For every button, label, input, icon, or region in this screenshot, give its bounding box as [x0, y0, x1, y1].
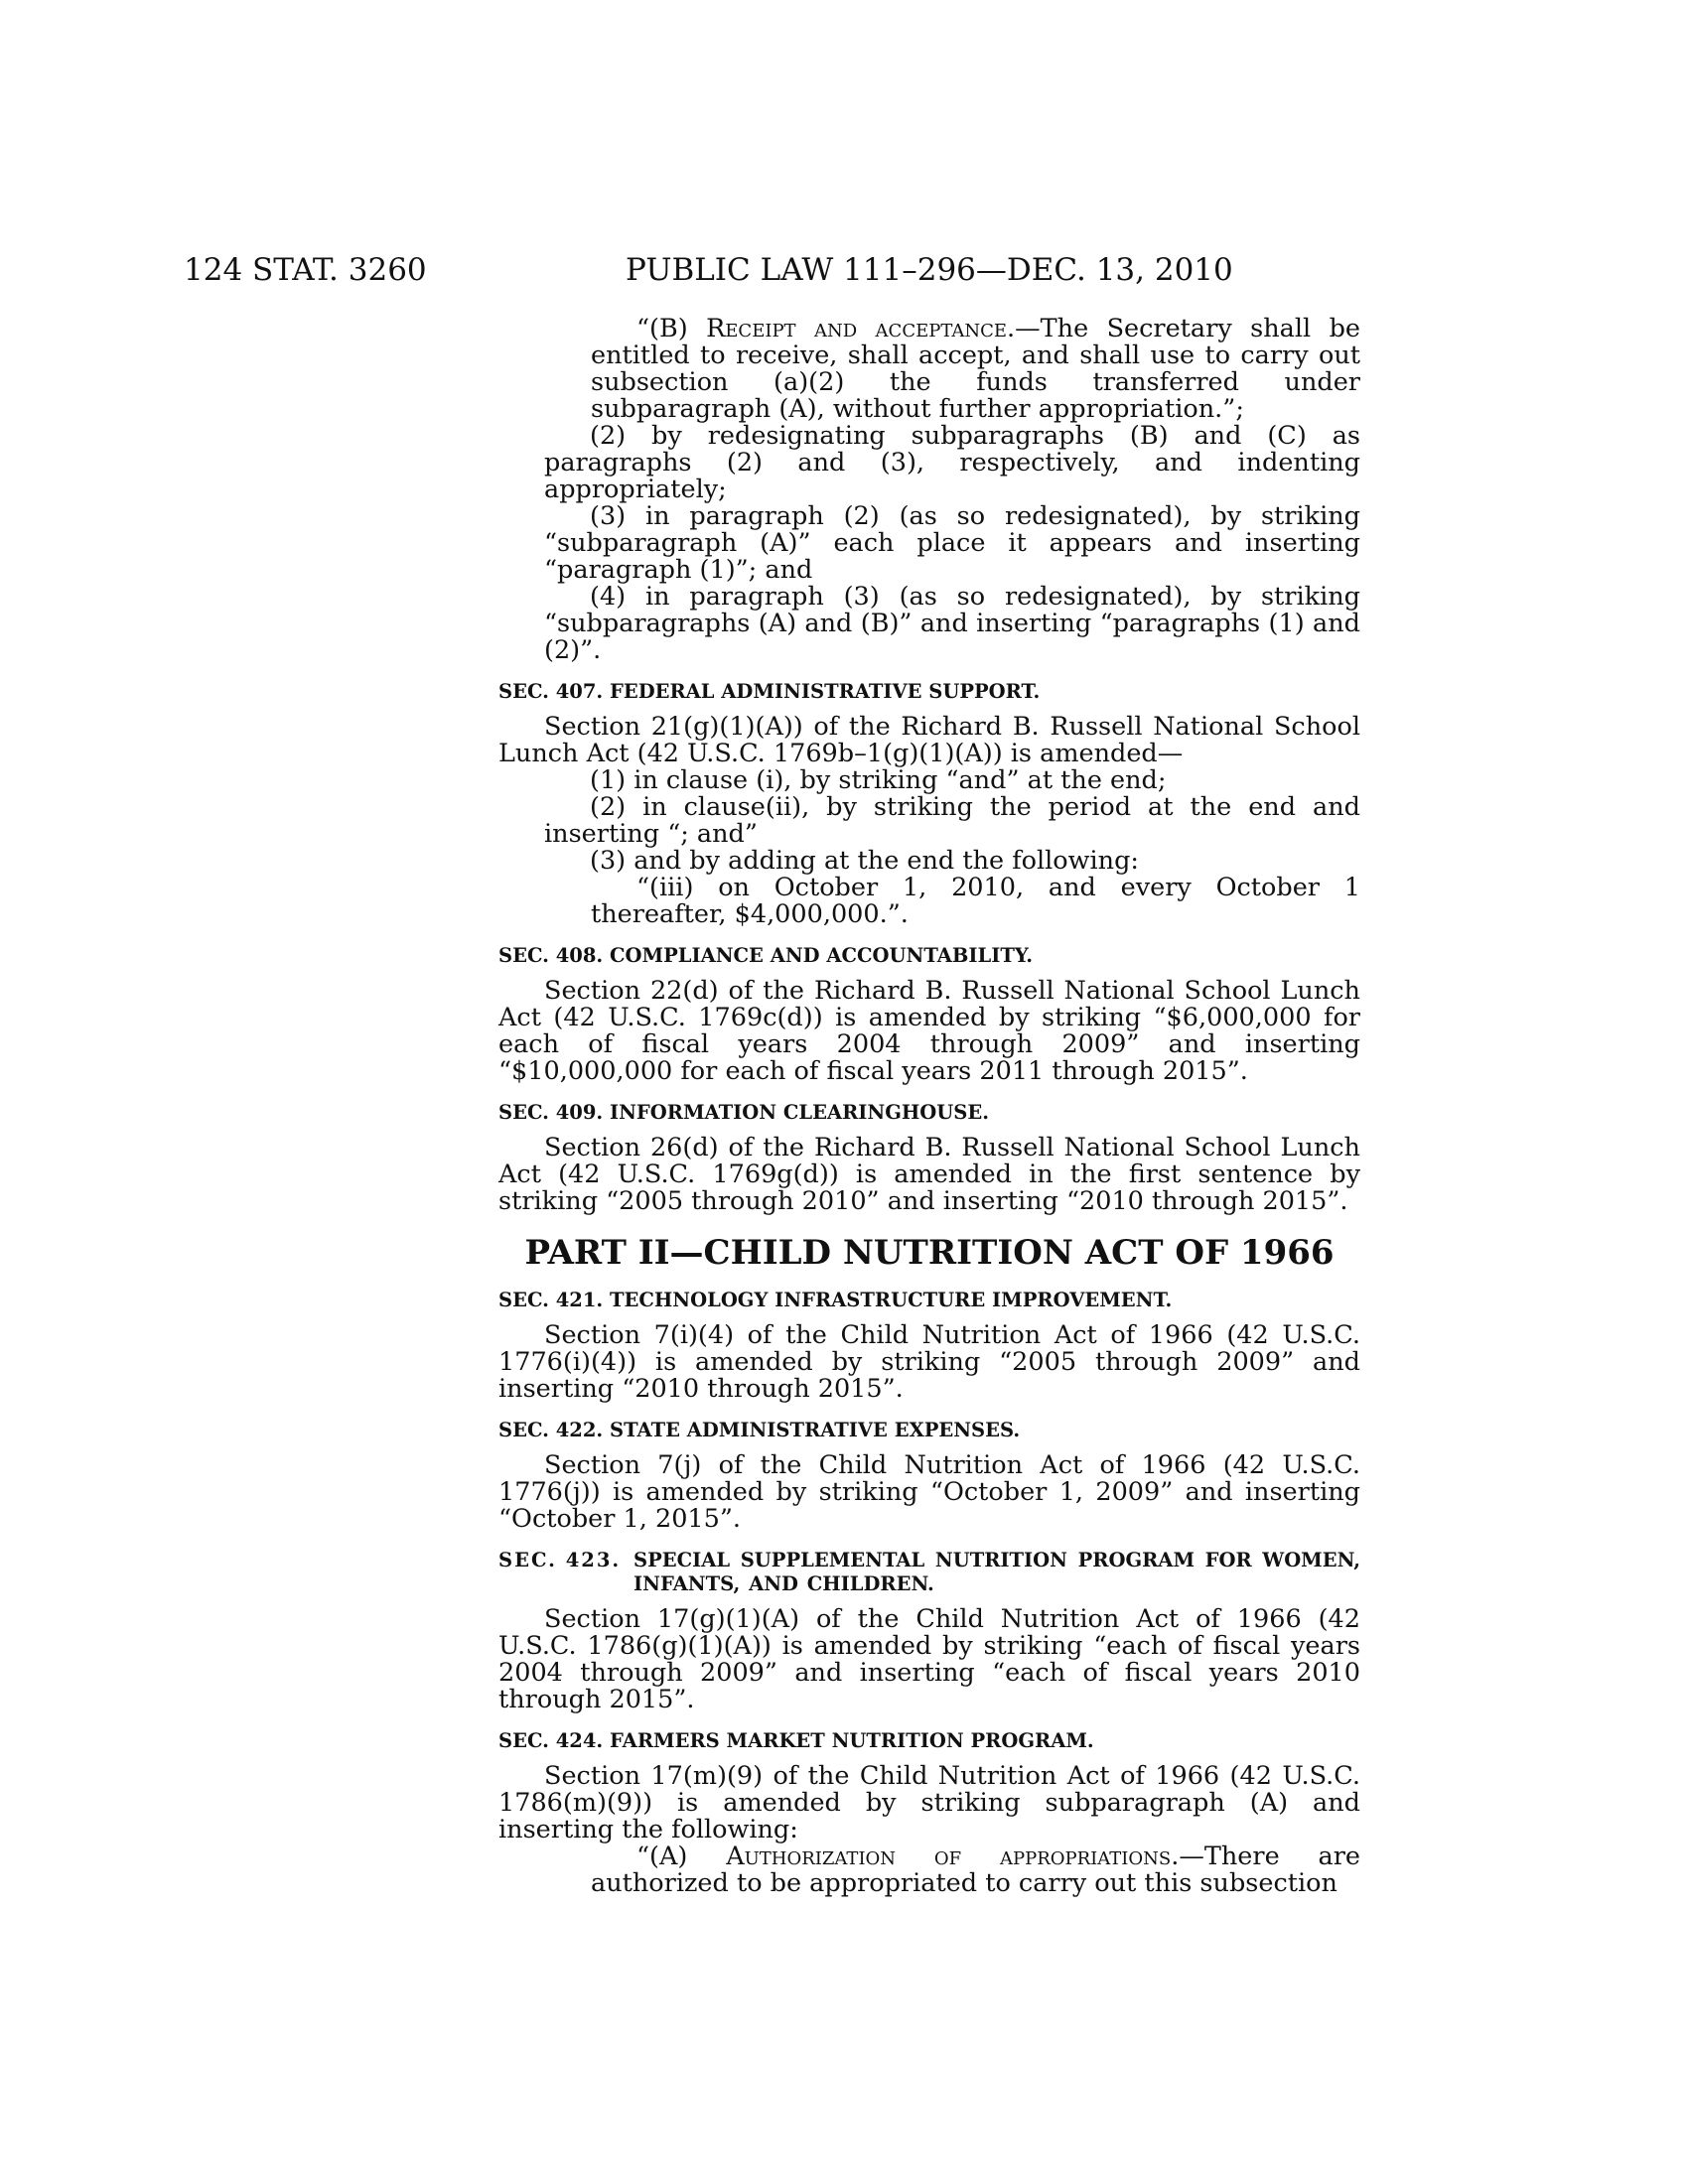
stat-citation: 124 STAT. 3260: [184, 252, 427, 288]
section-407-item-2: (2) in clause(ii), by striking the period at the end and inserting “; and”: [544, 792, 1360, 849]
quoted-text: .—There are authorized to be appropriated to carry out this subsection: [591, 1842, 1360, 1898]
section-409-heading: SEC. 409. INFORMATION CLEARINGHOUSE.: [498, 1101, 990, 1124]
section-409-text: Section 26(d) of the Richard B. Russell National School Lunch Act (42 U.S.C. 1769g(d)) is amended in the first sentence by striking “2005 through 2010” and inserting “2010 through 2015”.: [498, 1133, 1360, 1216]
section-424-heading: SEC. 424. FARMERS MARKET NUTRITION PROGRAM.: [498, 1729, 1094, 1752]
section-423-text: Section 17(g)(1)(A) of the Child Nutrition Act of 1966 (42 U.S.C. 1786(g)(1)(A)) is amended by striking “each of fiscal years 2004 through 2009” and inserting “each of fiscal years 2010 through 2015”.: [498, 1604, 1360, 1714]
quote-open: “(B): [636, 314, 707, 343]
section-407-intro: Section 21(g)(1)(A)) of the Richard B. Russell National School Lunch Act (42 U.S.C. 1769b–1(g)(1)(A)) is amended—: [498, 712, 1360, 768]
body-text: [498, 316, 1360, 1897]
section-424-text: Section 17(m)(9) of the Child Nutrition Act of 1966 (42 U.S.C. 1786(m)(9)) is amended by striking subparagraph (A) and inserting the following:: [498, 1761, 1360, 1844]
paragraph-3-striking: (3) in paragraph (2) (as so redesignated), by striking “subparagraph (A)” each place it appears and inserting “paragraph (1)”; and: [544, 501, 1360, 585]
section-422-text: Section 7(j) of the Child Nutrition Act of 1966 (42 U.S.C. 1776(j)) is amended by striking “October 1, 2009” and inserting “October 1, 2015”.: [498, 1450, 1360, 1534]
section-407-quoted-clause: “(iii) on October 1, 2010, and every October 1 thereafter, $4,000,000.”.: [591, 873, 1360, 929]
section-421-text: Section 7(i)(4) of the Child Nutrition Act of 1966 (42 U.S.C. 1776(i)(4)) is amended by striking “2005 through 2009” and inserting “2010 through 2015”.: [498, 1320, 1360, 1404]
section-421-heading: SEC. 421. TECHNOLOGY INFRASTRUCTURE IMPROVEMENT.: [498, 1289, 1173, 1311]
subparagraph-b-receipt: [498, 316, 1360, 423]
section-424-quoted-subparagraph: [498, 1843, 1360, 1897]
section-423-title: SPECIAL SUPPLEMENTAL NUTRITION PROGRAM FOR WOMEN, INFANTS, AND CHILDREN.: [633, 1549, 1360, 1595]
section-423-heading: [498, 1549, 1360, 1596]
part-2-heading: PART II—CHILD NUTRITION ACT OF 1966: [524, 1233, 1335, 1273]
subparagraph-text: .—The Secretary shall be entitled to receive, shall accept, and shall use to carry out subsection (a)(2) the funds transferred under subparagraph (A), without further appropriation.”;: [591, 314, 1360, 424]
section-408-heading: SEC. 408. COMPLIANCE AND ACCOUNTABILITY.: [498, 944, 1034, 967]
running-head: [0, 250, 1688, 290]
section-407-item-1: (1) in clause (i), by striking “and” at the end;: [590, 765, 1167, 795]
quote-open: “(A): [636, 1842, 727, 1871]
section-407-heading: SEC. 407. FEDERAL ADMINISTRATIVE SUPPORT.: [498, 680, 1041, 703]
section-407-item-3: (3) and by adding at the end the following:: [590, 846, 1139, 876]
quoted-heading: Authorization of appropriations: [726, 1842, 1172, 1871]
subparagraph-heading: Receipt and acceptance: [706, 314, 1008, 343]
law-title: PUBLIC LAW 111–296—DEC. 13, 2010: [626, 252, 1233, 288]
section-422-heading: SEC. 422. STATE ADMINISTRATIVE EXPENSES.: [498, 1419, 1021, 1441]
section-408-text: Section 22(d) of the Richard B. Russell National School Lunch Act (42 U.S.C. 1769c(d)) is amended by striking “$6,000,000 for each of fiscal years 2004 through 2009” and inserting “$10,000,000 for each of fiscal years 2011 through 2015”.: [498, 976, 1360, 1086]
paragraph-2-redesignating: (2) by redesignating subparagraphs (B) and (C) as paragraphs (2) and (3), respectively, and indenting appropriately;: [544, 421, 1360, 504]
paragraph-4-striking: (4) in paragraph (3) (as so redesignated), by striking “subparagraphs (A) and (B)” and inserting “paragraphs (1) and (2)”.: [544, 582, 1360, 665]
section-423-number: SEC. 423.: [498, 1549, 622, 1571]
